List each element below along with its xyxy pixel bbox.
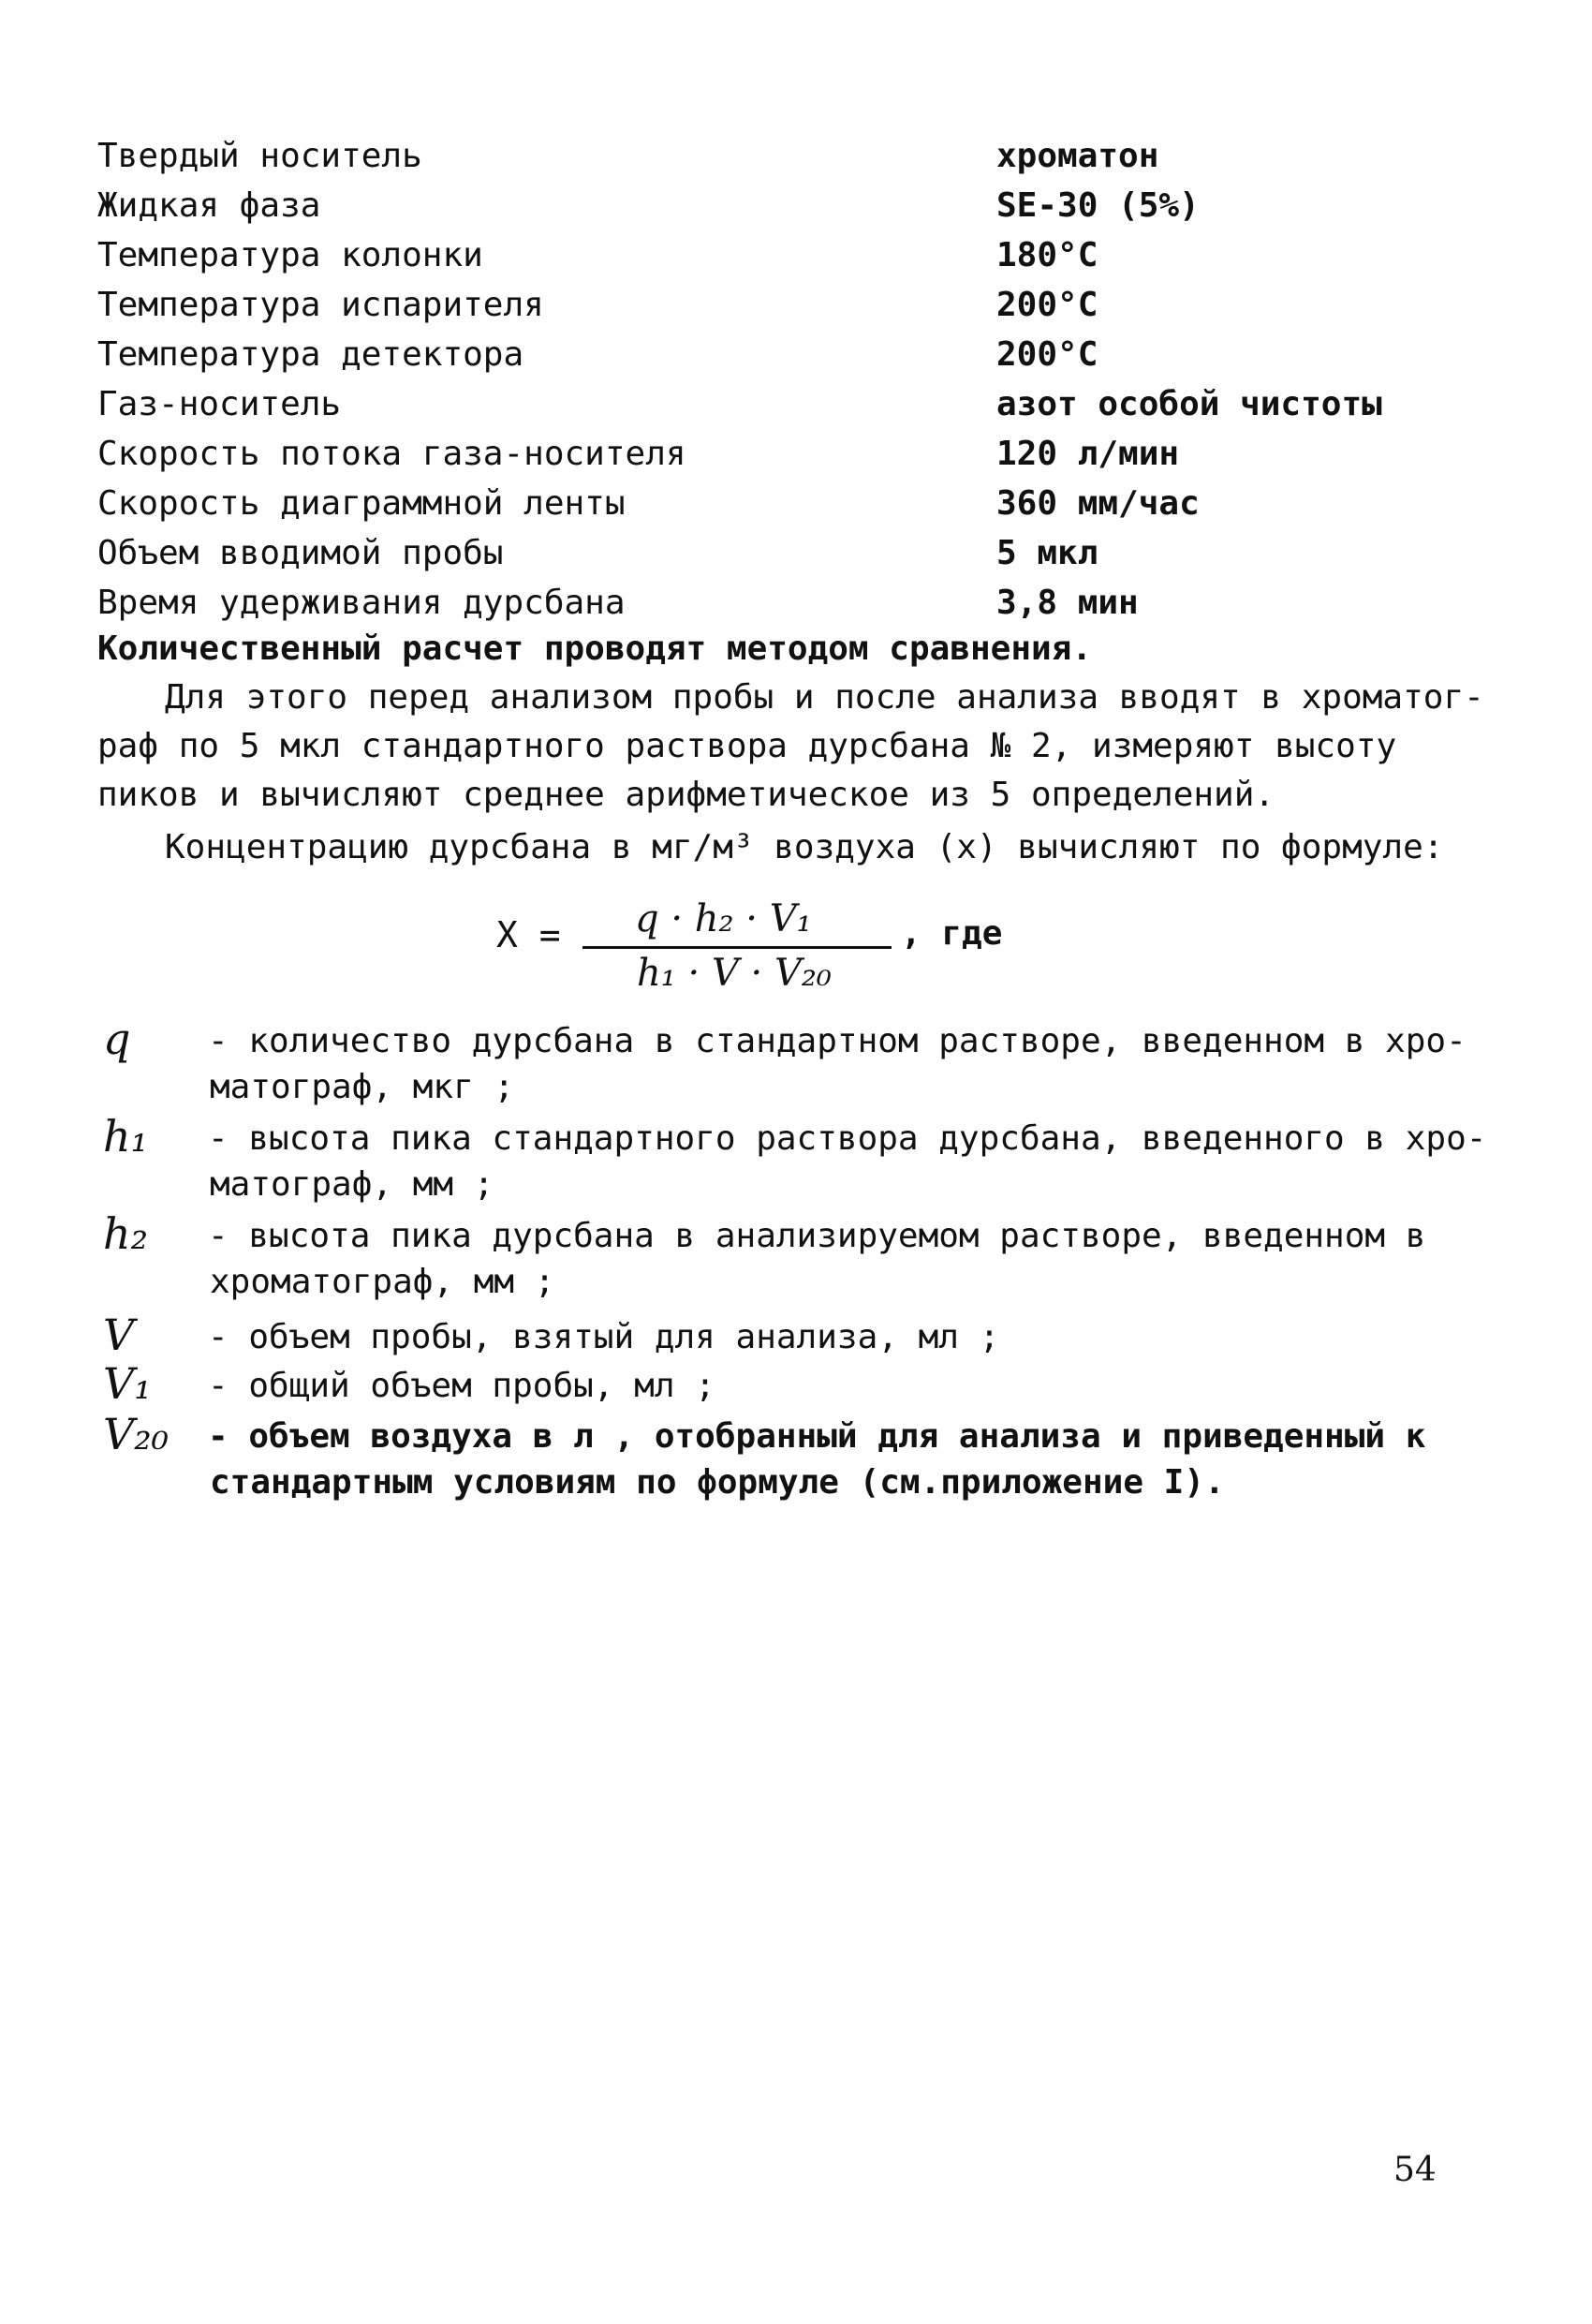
formula-denominator: h₁ · V · V₂₀: [637, 952, 832, 995]
parameter-table: [97, 131, 1427, 628]
param-row: [97, 131, 1427, 181]
param-row: [97, 429, 1427, 479]
formula-where: , где: [901, 914, 1003, 953]
definition-text-cont: матограф, мм ;: [210, 1165, 494, 1204]
param-row: [97, 578, 1427, 628]
param-value: 200°С: [996, 286, 1098, 324]
param-label: Газ-носитель: [97, 385, 342, 423]
param-value: хроматон: [996, 137, 1159, 175]
concentration-formula: [496, 897, 1021, 1010]
param-value: 120 л/мин: [996, 435, 1180, 473]
definition-text-cont: хроматограф, мм ;: [210, 1263, 555, 1301]
definition-text: - количество дурсбана в стандартном растворе, введенном в хро-: [208, 1022, 1467, 1060]
param-value: азот особой чистоты: [996, 385, 1382, 423]
definition-symbol: h₁: [103, 1111, 149, 1162]
param-label: Скорость диаграммной ленты: [97, 484, 626, 523]
fraction-bar: [582, 946, 892, 949]
definition-symbol: V₂₀: [103, 1409, 170, 1459]
param-value: SE-30 (5%): [996, 186, 1200, 225]
definition-symbol: q: [103, 1014, 131, 1064]
param-row: [97, 479, 1427, 528]
quant-method-line: Количественный расчет проводят методом сравнения.: [97, 629, 1093, 668]
formula-numerator: q · h₂ · V₁: [635, 897, 812, 940]
param-label: Объем вводимой пробы: [97, 534, 504, 572]
paragraph-line: пиков и вычисляют среднее арифметическое из 5 определений.: [97, 776, 1275, 814]
param-label: Температура детектора: [97, 335, 524, 374]
definition-text: - высота пика стандартного раствора дурсбана, введенного в хро-: [208, 1119, 1487, 1158]
definition-symbol: V: [103, 1310, 135, 1360]
definition-symbol: V₁: [103, 1358, 152, 1409]
param-value: 200°С: [996, 335, 1098, 374]
formula-lhs: Х =: [496, 914, 561, 955]
param-row: [97, 280, 1427, 330]
param-label: Время удерживания дурсбана: [97, 584, 626, 622]
param-row: [97, 230, 1427, 280]
formula-intro-line: Концентрацию дурсбана в мг/м³ воздуха (х) вычисляют по формуле:: [165, 828, 1444, 866]
param-row: [97, 330, 1427, 379]
param-value: 180°С: [996, 236, 1098, 274]
param-label: Температура испарителя: [97, 286, 544, 324]
param-label: Температура колонки: [97, 236, 483, 274]
param-row: [97, 181, 1427, 230]
definition-text: - объем пробы, взятый для анализа, мл ;: [208, 1318, 1000, 1356]
param-label: Жидкая фаза: [97, 186, 321, 225]
definition-text-cont: стандартным условиям по формуле (см.приложение I).: [210, 1463, 1225, 1502]
definition-text: - объем воздуха в л , отобранный для анализа и приведенный к: [208, 1417, 1426, 1456]
definition-text-cont: матограф, мкг ;: [210, 1068, 515, 1106]
page-number: 54: [1393, 2151, 1437, 2189]
param-label: Скорость потока газа-носителя: [97, 435, 686, 473]
param-value: 3,8 мин: [996, 584, 1139, 622]
param-value: 360 мм/час: [996, 484, 1200, 523]
paragraph-line: раф по 5 мкл стандартного раствора дурсбана № 2, измеряют высоту: [97, 727, 1397, 765]
paragraph-line: Для этого перед анализом пробы и после анализа вводят в хроматог-: [165, 678, 1484, 717]
definition-text: - общий объем пробы, мл ;: [208, 1367, 715, 1405]
definition-text: - высота пика дурсбана в анализируемом растворе, введенном в: [208, 1217, 1426, 1255]
param-row: [97, 379, 1427, 429]
param-row: [97, 528, 1427, 578]
definition-symbol: h₂: [103, 1208, 149, 1259]
param-value: 5 мкл: [996, 534, 1098, 572]
param-label: Твердый носитель: [97, 137, 422, 175]
